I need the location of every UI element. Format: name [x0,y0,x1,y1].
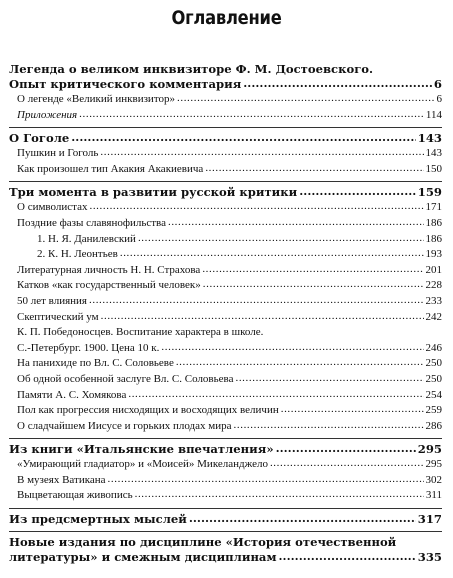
section-heading-text: Из предсмертных мыслей [9,512,187,527]
toc-entry[interactable] [9,232,442,248]
page-number: 254 [425,388,442,401]
toc-entry-text: Выцветающая живопись [17,489,133,502]
section-divider [9,181,442,182]
page-number: 295 [425,458,442,471]
toc-entry[interactable] [9,216,442,232]
toc-entry-text: 1. Н. Я. Данилевский [37,232,136,245]
section-heading[interactable] [9,185,442,200]
toc-entry-text: К. П. Победоносцев. Воспитание характера в школе. [17,326,264,339]
leader-dots [89,293,424,309]
toc-entry[interactable] [9,162,442,178]
toc-entry[interactable] [9,473,442,489]
leader-dots [168,215,424,231]
toc-entry[interactable] [9,488,442,504]
leader-dots [120,246,424,262]
page-number: 201 [425,263,442,276]
page-number: 171 [425,201,442,214]
leader-dots [101,309,424,325]
leader-dots [299,184,416,199]
toc-entry-text: 2. К. Н. Леонтьев [37,248,118,261]
page-number: 150 [425,162,442,175]
leader-dots [135,487,424,503]
toc-entry-text: Поздние фазы славянофильства [17,216,166,229]
toc-entry-text: Скептический ум [17,310,99,323]
toc-entry[interactable] [9,146,442,162]
section-heading[interactable] [9,512,442,527]
section-heading-text: Три момента в развитии русской критики [9,185,298,200]
page-number: 193 [425,248,442,261]
toc-entry-text: Как произошел тип Акакия Акакиевича [17,162,204,175]
leader-dots [203,277,424,293]
page-title: Оглавление [171,7,282,29]
page-number: 143 [425,147,442,160]
section-divider [9,438,442,439]
toc-entry[interactable] [9,92,442,108]
section-heading-text: О Гоголе [9,131,70,146]
toc-entry-text: О сладчайшем Иисусе и горьких плодах мира [17,419,232,432]
page-number: 250 [425,372,442,385]
toc-entry-text: На панихиде по Вл. С. Соловьеве [17,357,174,370]
toc-entry[interactable] [9,457,442,473]
leader-dots [128,387,423,403]
table-of-contents [9,62,442,565]
toc-entry[interactable] [9,325,442,341]
section-heading[interactable] [9,131,442,146]
page-number: 143 [417,131,442,146]
toc-entry[interactable] [9,341,442,357]
toc-entry-text: Памяти А. С. Хомякова [17,388,127,401]
leader-dots [205,161,423,177]
leader-dots [276,441,416,456]
page-number: 259 [425,404,442,417]
leader-dots [202,262,423,278]
leader-dots [138,231,424,247]
leader-dots [161,340,423,356]
page-number: 302 [425,473,442,486]
page-number: 6 [433,77,442,91]
leader-dots [243,76,432,91]
section-heading-line [9,535,442,550]
toc-entry-text: С.-Петербург. 1900. Цена 10 к. [17,341,160,354]
section-heading[interactable] [9,550,442,565]
toc-entry-text: 50 лет влияния [17,294,87,307]
section-heading-text: литературы» и смежным дисциплинам [9,550,277,565]
leader-dots [177,91,435,107]
page-number: 233 [425,294,442,307]
section-divider [9,127,442,128]
page-number: 186 [425,232,442,245]
toc-entry[interactable] [9,310,442,326]
toc-entry-text: Литературная личность Н. Н. Страхова [17,263,201,276]
toc-entry[interactable] [9,263,442,279]
leader-dots [281,402,424,418]
leader-dots [108,472,424,488]
section-heading-line [9,62,442,77]
leader-dots [189,511,416,526]
leader-dots [235,371,423,387]
toc-entry[interactable] [9,108,442,124]
section-divider [9,531,442,532]
page-number: 114 [425,108,442,121]
page-number: 317 [417,512,442,527]
leader-dots [89,199,423,215]
toc-entry-text: В музеях Ватикана [17,473,106,486]
section-heading-text: Новые издания по дисциплине «История отечественной [9,535,397,550]
page-number: 6 [436,93,442,105]
toc-entry[interactable] [9,294,442,310]
page-number: 311 [425,489,442,502]
section-heading-text: Из книги «Итальянские впечатления» [9,442,274,457]
toc-entry[interactable] [9,372,442,388]
leader-dots [79,107,424,123]
leader-dots [270,456,424,472]
page-number: 250 [425,357,442,370]
toc-entry-text: Пол как прогрессия нисходящих и восходящих величин [17,404,279,417]
page-number: 335 [417,550,442,565]
page-number: 186 [425,216,442,229]
toc-entry[interactable] [9,419,442,435]
toc-entry[interactable] [9,200,442,216]
leader-dots [71,130,416,145]
leader-dots [176,355,424,371]
section-divider [9,508,442,509]
toc-entry-text: Приложения [17,108,78,121]
leader-dots [279,549,416,564]
toc-entry-text: О легенде «Великий инквизитор» [17,93,175,105]
toc-entry-text: Пушкин и Гоголь [17,147,99,160]
toc-entry[interactable] [9,247,442,263]
toc-entry[interactable] [9,403,442,419]
toc-entry[interactable] [9,356,442,372]
page-number: 246 [425,341,442,354]
section-heading[interactable] [9,442,442,457]
leader-dots [234,418,424,434]
page-number: 286 [425,419,442,432]
section-heading-text: Легенда о великом инквизиторе Ф. М. Достоевского. [9,62,374,76]
toc-entry[interactable] [9,388,442,404]
toc-entry-text: Катков «как государственный человек» [17,279,201,292]
toc-entry-text: «Умирающий гладиатор» и «Моисей» Микеланджело [17,458,268,471]
section-heading[interactable] [9,77,442,92]
leader-dots [100,145,423,161]
page-number: 242 [425,310,442,323]
toc-entry-text: О символистах [17,201,88,214]
page-number: 159 [417,185,442,200]
toc-entry-text: Об одной особенной заслуге Вл. С. Соловьева [17,372,234,385]
page-number: 228 [425,279,442,292]
toc-entry[interactable] [9,278,442,294]
page-number: 295 [417,442,442,457]
section-heading-text: Опыт критического комментария [9,77,242,91]
